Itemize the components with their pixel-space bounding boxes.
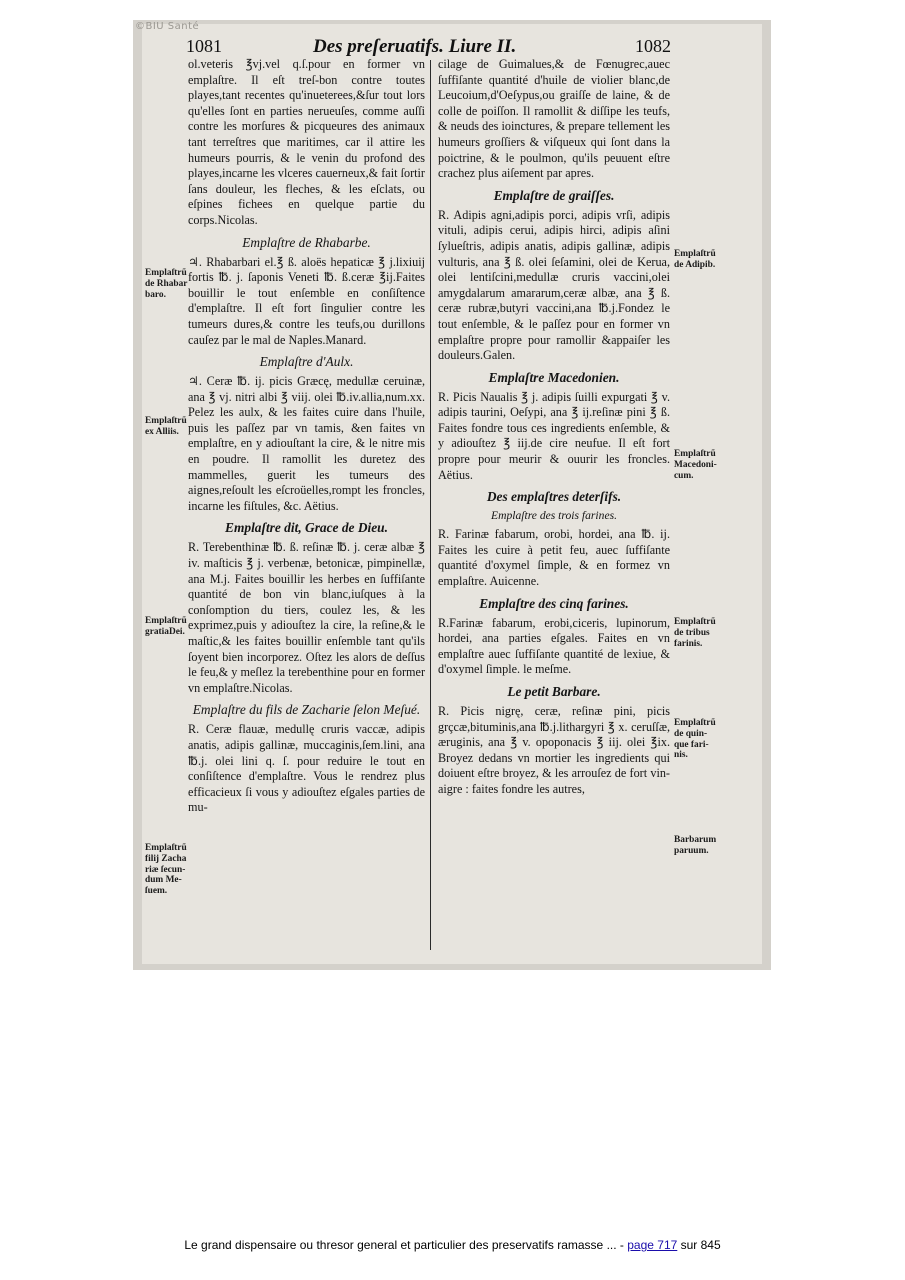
recipe-petit-barbare: R. Picis nigrę, ceræ, reſinæ pini, picis grçcæ,bituminis,ana ℔.j.lithargyri ℥ x. ceruſſæ, æruginis, ana ℥ v. opoponacis ℥ iij. olei ℥ix. Broyez dedans vn mortier les ingredients qui doiuent eſtre broyez, & les arrouſez de fort vin-aigre : faites fondre les autres, xyxy=(438,704,670,796)
heading-grace-de-dieu: Emplaſtre dit, Grace de Dieu. xyxy=(225,520,388,536)
recipe-grace-de-dieu: R. Terebenthinæ ℔. ß. reſinæ ℔. j. ceræ albæ ℥ iv. maſticis ℥ j. verbenæ, betonicæ, pimpinellæ, ana M.j. Faites bouillir les herbes en ſuffiſante quantité de bon vin blanc,iuſques à la conſomption du tiers, coulez les, & les exprimez,puis y adiouſtez la cire, la reſine,& le maſtic,& les faites bouillir enſemble tant qu'ils ſoyent bien incorporez. Oſtez les alors de deſſus le feu,& y meſlez la terebenthine pour en former vn emplaſtre.Nicolas. xyxy=(188,540,425,695)
right-intro-paragraph: cilage de Guimalues,& de Fœnugrec,auec ſuffiſante quantité d'huile de violier blanc,de Leucoium,d'Oeſypus,ou graiſſe de laine, & de colle de poiſſon. Il ramollit & diſſipe les teufs, & neuds des ioinctures, & prepare tellement les humeurs groſſiers & viſqueux qui ſont dans la poictrine, & le poulmon, qu'ils peuuent eſtre crachez plus aiſement par apres. xyxy=(438,57,670,181)
page-caption xyxy=(0,1238,905,1252)
recipe-rhabarbe: ♃. Rhabarbari el.℥ ß. aloës hepaticæ ℥ j.lixiuij fortis ℔. j. ſaponis Veneti ℔. ß.ceræ ℥ij.Faites bouillir le tout enſemble en conſiſtence d'emplaſtre. Il eſt fort ſingulier contre les tumeurs dures,& contre les teufs,ou durillons cauſez par le mal de Naples.Manard. xyxy=(188,254,425,347)
heading-zacharie: Emplaſtre du fils de Zacharie ſelon Meſué. xyxy=(192,702,421,718)
right-column xyxy=(438,57,670,798)
heading-trois-farines: Emplaſtre des trois farines. xyxy=(490,509,618,523)
heading-detersifs: Des emplaſtres deterſifs. xyxy=(486,489,622,505)
margin-note-rhabarbe: Emplaſtrũ de Rhabar baro. xyxy=(145,268,188,300)
heading-aulx: Emplaſtre d'Aulx. xyxy=(259,354,354,370)
heading-cinq-farines: Emplaſtre des cinq farines. xyxy=(479,595,629,611)
left-intro-paragraph: ol.veteris ℥vj.vel q.ſ.pour en former vn emplaſtre. Il eſt treſ-bon contre toutes playes,tant recentes qu'inueterees,&ſur tout lors qu'elles ſont en parties nerueuſes, comme auſſi contre les morſures & picqueures des animaux tant terreſtres que maritimes, car il attire les humeurs pourris, & le venin du profond des playes,incarne les vlceres cauerneux,& fait ſortir ſans douleur, les fleches, & les eſclats, ou eſpines fichees en quelque partie du corps.Nicolas. xyxy=(188,57,425,227)
margin-note-quinque-farinis: Emplaſtrũ de quin- que fari- nis. xyxy=(674,718,716,761)
heading-graisses: Emplaſtre de graiſſes. xyxy=(493,187,615,203)
recipe-macedonien: R. Picis Naualis ℥ j. adipis ſuilli expurgati ℥ v. adipis taurini, Oeſypi, ana ℥ ij.reſinæ pini ℥ ß. Faites fondre tous ces ingredients enſemble, & y adiouſtez ℥ iij.de cire neufue. Il eſt fort propre pour meurir & ouurir les froncles. Aëtius. xyxy=(438,389,670,482)
margin-note-tribus-farinis: Emplaſtrũ de tribus farinis. xyxy=(674,617,716,649)
margin-note-macedonicum: Emplaſtrũ Macedoni- cum. xyxy=(674,449,717,481)
margin-note-grace: Emplaſtrũ gratiaDei. xyxy=(145,616,187,637)
heading-macedonien: Emplaſtre Macedonien. xyxy=(488,369,620,385)
margin-note-adipib: Emplaſtrũ de Adipib. xyxy=(674,249,716,270)
page-number-left: 1081 xyxy=(186,36,222,56)
margin-note-aulx: Emplaſtrũ ex Alliis. xyxy=(145,416,187,437)
recipe-zacharie: R. Ceræ flauæ, medullę cruris vaccæ, adipis anatis, adipis gallinæ, muccaginis,ſem.lini, ana ℔.j. olei lini q. ſ. pour reduire le tout en conſiſtence d'emplaſtre. Vous le rendrez plus efficacieux ſi vous y adiouſtez eſgales parties de mu- xyxy=(188,722,425,815)
margin-note-barbarum: Barbarum paruum. xyxy=(674,835,717,856)
heading-rhabarbe: Emplaſtre de Rhabarbe. xyxy=(242,234,371,250)
caption-page-count: sur 845 xyxy=(677,1238,721,1252)
watermark: ©BIU Santé xyxy=(135,21,200,32)
page-number-right: 1082 xyxy=(635,36,671,56)
caption-text: Le grand dispensaire ou thresor general et particulier des preservatifs ramasse ... - xyxy=(184,1238,628,1252)
recipe-aulx: ♃. Ceræ ℔. ij. picis Græcę, medullæ ceruinæ, ana ℥ vj. nitri albi ℥ viij. olei ℔.iv.allia,num.xx. Pelez les aulx, & les faites cuire dans l'huile, puis les paſſez par vn tamis, &en faites vn emplaſtre, en y adiouſtant la cire, & le nitre mis en poudre. Il ramollit les duretez des mammelles, guerit les tumeurs des aignes,reſoult les eſcroüelles,rompt les froncles, incarne les fiſtules, &c. Aëtius. xyxy=(188,374,425,513)
page-scan xyxy=(133,20,771,970)
left-column xyxy=(188,57,425,816)
running-title: Des preſeruatifs. Liure II. xyxy=(313,36,517,57)
recipe-cinq-farines: R.Farinæ fabarum, erobi,ciceris, lupinorum, hordei, ana parties eſgales. Faites en vn emplaſtre auec ſuffiſante quantité de lexiue, & d'oxymel ſimple. le meſme. xyxy=(438,615,670,677)
recipe-trois-farines: R. Farinæ fabarum, orobi, hordei, ana ℔. ij. Faites les cuire à petit feu, auec ſuffiſante quantité d'oxymel ſimple, & en formez vn emplaſtre. Auicenne. xyxy=(438,527,670,589)
heading-petit-barbare: Le petit Barbare. xyxy=(507,684,601,699)
margin-note-zacharie: Emplaſtrũ filij Zacha riæ ſecun- dum Me- ſuem. xyxy=(145,843,187,897)
column-divider xyxy=(430,60,431,950)
recipe-graisses: R. Adipis agni,adipis porci, adipis vrſi, adipis vituli, adipis cerui, adipis hirci, adipis aſini ſylueſtris, adipis anatis, adipis gallinæ, adipis vulturis, ana ℥ ß. olei ſeſamini, olei de Kerua, olei lentiſcini,medullæ cruris vaccini,olei amygdalarum amararum,ceræ albæ, ana ℥ ß. ceræ rubræ,butyri vaccini,ana ℔.j.Fondez le tout enſemble, & le paſſez pour en former vn emplaſtre propre pour ramollir &appaiſer les douleurs.Galen. xyxy=(438,207,670,363)
page-link[interactable]: page 717 xyxy=(627,1238,678,1252)
